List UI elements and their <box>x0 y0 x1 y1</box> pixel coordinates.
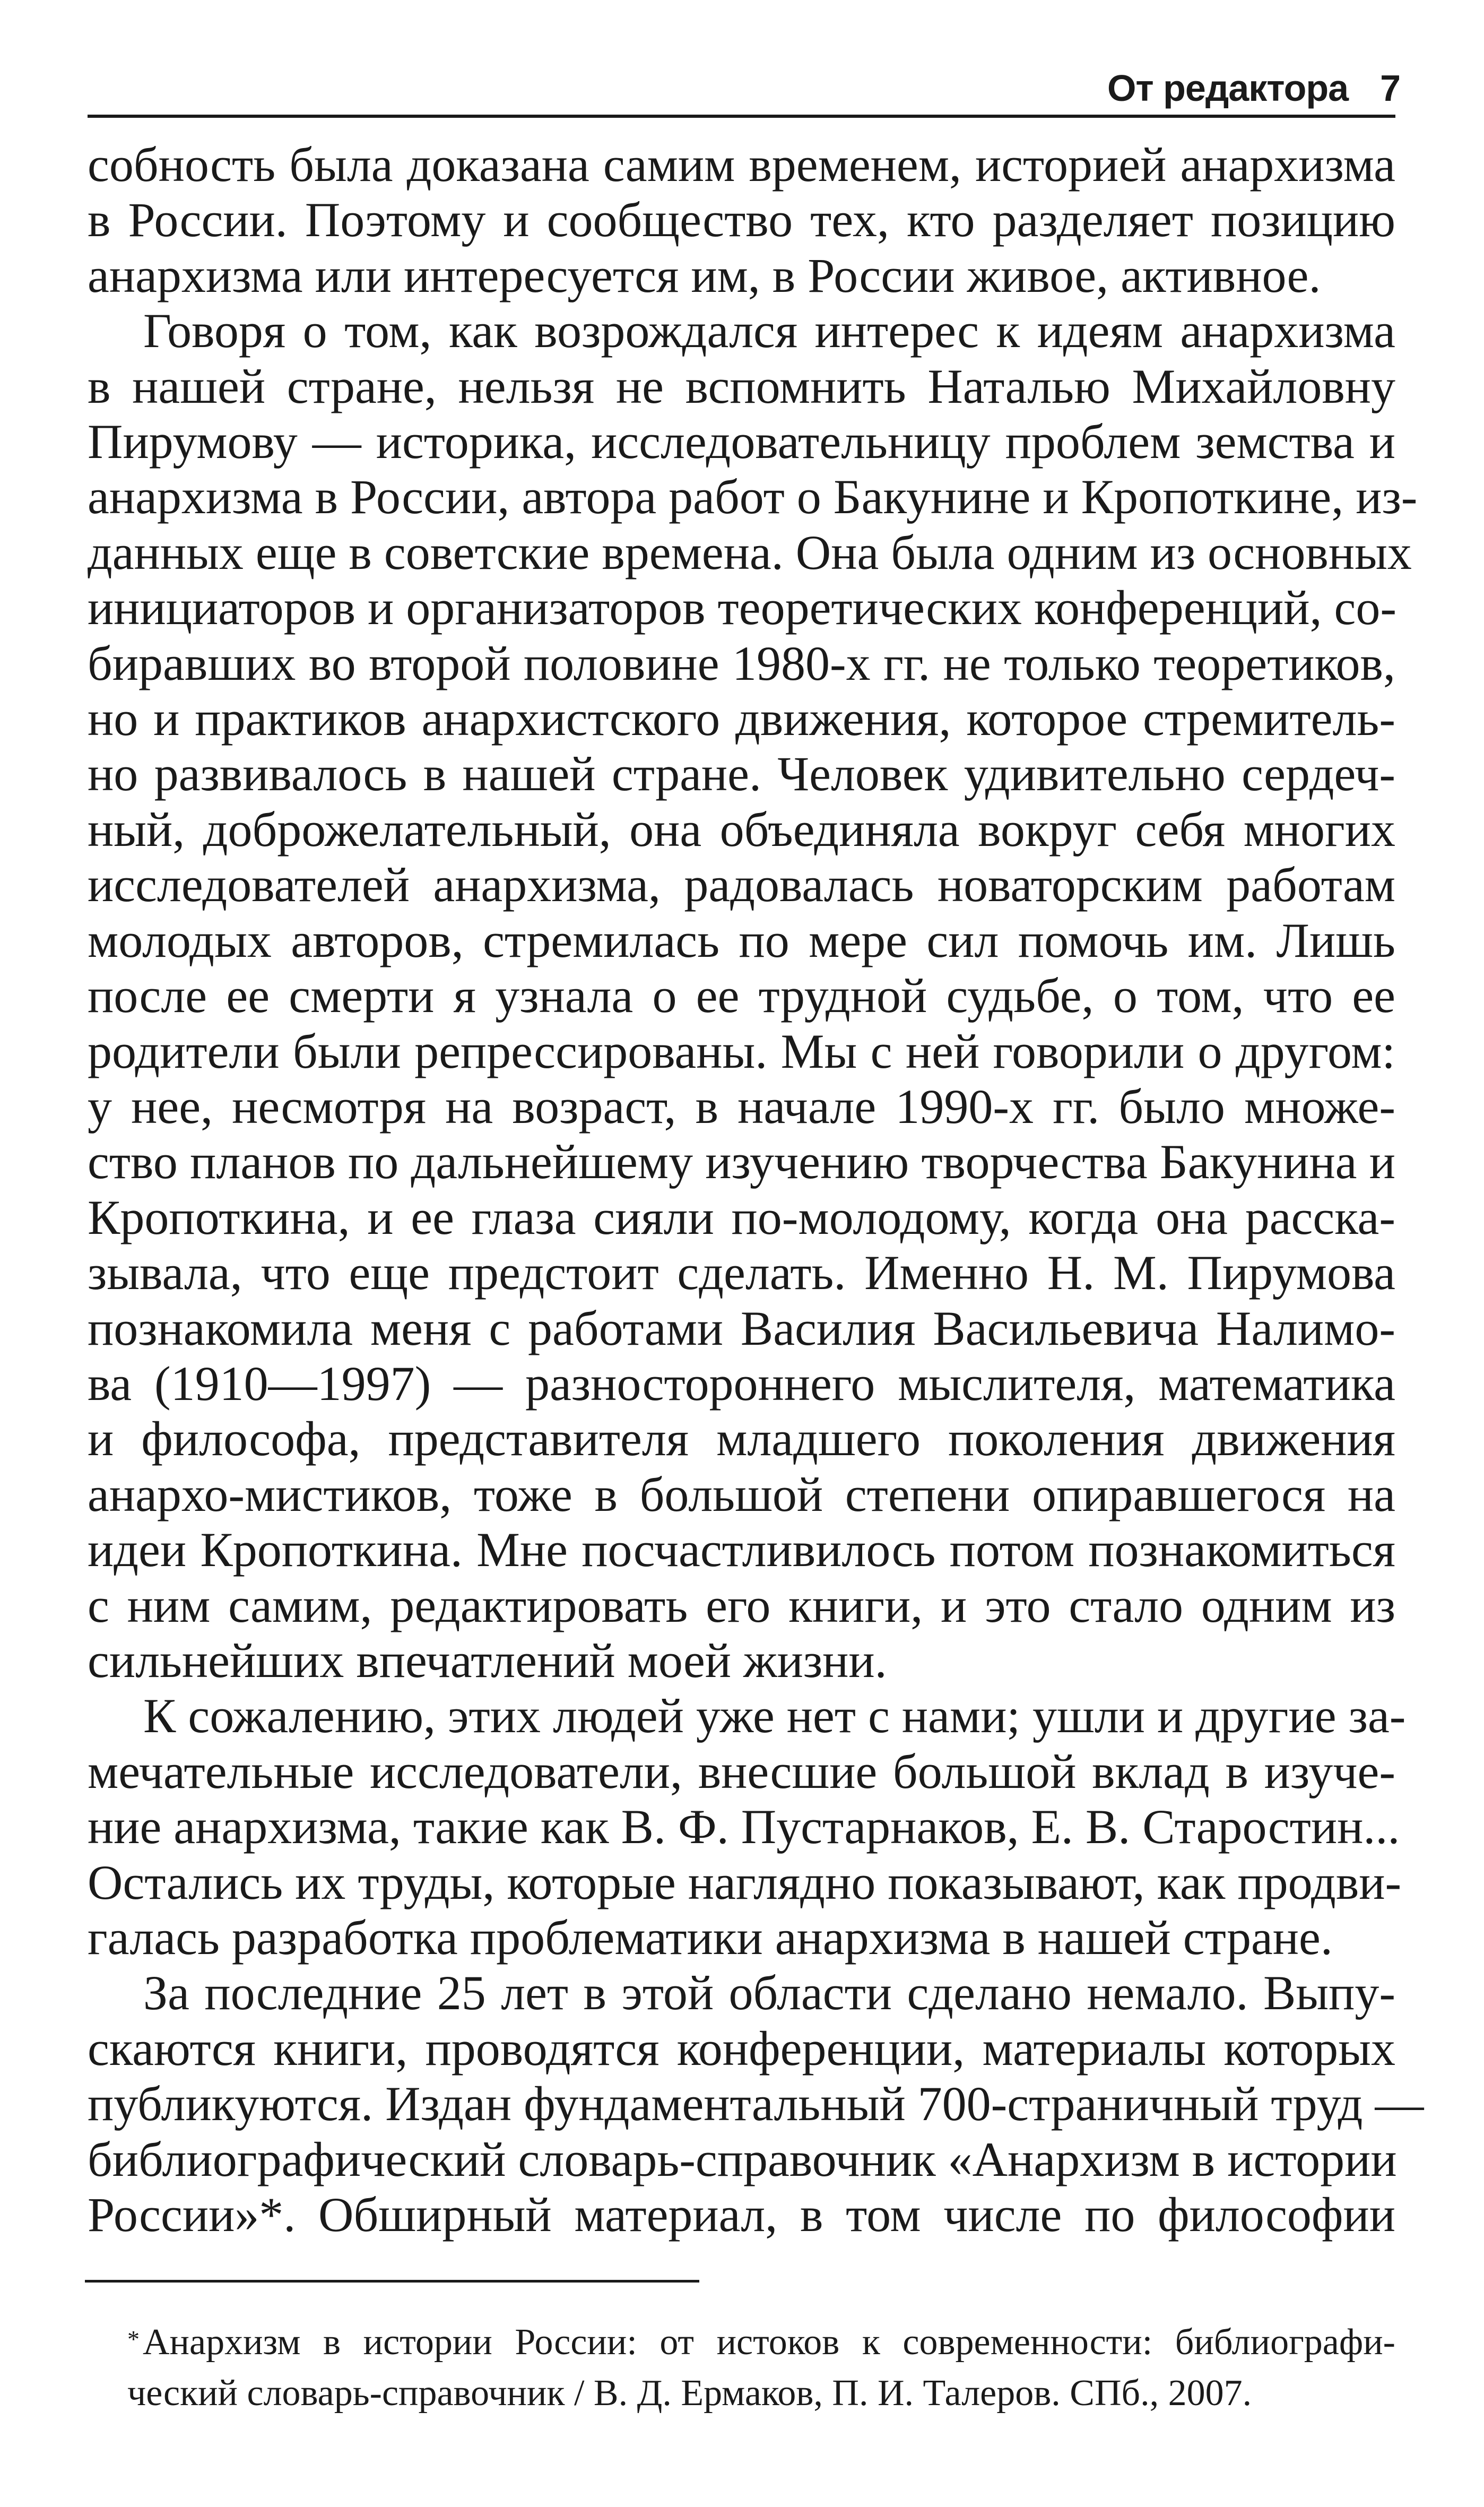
text-line: собность была доказана самим временем, историей анархизма <box>88 137 1395 192</box>
header-rule <box>88 115 1395 118</box>
page-number: 7 <box>1380 67 1400 109</box>
text-line: инициаторов и организаторов теоретических конференций, со- <box>88 581 1396 635</box>
text-line: ва (1910—1997) — разностороннего мыслителя, математика <box>88 1356 1395 1411</box>
text-line: мечательные исследователи, внесшие большой вклад в изуче- <box>88 1744 1395 1799</box>
footnote-rule <box>85 2280 699 2283</box>
text-line: ный, доброжелательный, она объединяла вокруг себя многих <box>88 802 1395 857</box>
text-line: но развивалось в нашей стране. Человек удивительно сердеч- <box>88 747 1395 801</box>
text-line: скаются книги, проводятся конференции, материалы которых <box>88 2021 1395 2076</box>
text-line: галась разработка проблематики анархизма в нашей стране. <box>88 1910 1333 1965</box>
text-line: родители были репрессированы. Мы с ней говорили о другом: <box>88 1024 1395 1078</box>
text-line: в нашей стране, нельзя не вспомнить Наталью Михайловну <box>88 359 1395 413</box>
paragraph <box>88 303 1418 1688</box>
text-line: зывала, что еще предстоит сделать. Именно Н. М. Пирумова <box>88 1246 1395 1300</box>
footnote-line: ческий словарь-справочник / В. Д. Ермаков, П. И. Талеров. СПб., 2007. <box>127 2373 1252 2414</box>
text-line: идеи Кропоткина. Мне посчастливилось потом познакомиться <box>88 1523 1395 1577</box>
footnote <box>127 2317 1395 2419</box>
paragraph <box>88 1688 1406 1965</box>
text-line: после ее смерти я узнала о ее трудной судьбе, о том, что ее <box>88 969 1395 1023</box>
text-line: Говоря о том, как возрождался интерес к идеям анархизма <box>143 304 1395 358</box>
text-line: За последние 25 лет в этой области сделано немало. Выпу- <box>143 1966 1395 2020</box>
text-line: Остались их труды, которые наглядно показывают, как продви- <box>88 1855 1402 1909</box>
text-line: данных еще в советские времена. Она была одним из основных <box>88 525 1412 580</box>
text-line: публикуются. Издан фундаментальный 700-страничный труд — <box>88 2077 1424 2131</box>
text-line: с ним самим, редактировать его книги, и это стало одним из <box>88 1578 1395 1632</box>
text-line: анархизма или интересуется им, в России живое, активное. <box>88 248 1321 302</box>
text-line: ние анархизма, такие как В. Ф. Пустарнаков, Е. В. Старостин... <box>88 1800 1400 1854</box>
text-line: молодых авторов, стремилась по мере сил помочь им. Лишь <box>88 913 1395 967</box>
text-line: исследователей анархизма, радовалась новаторским работам <box>88 858 1395 912</box>
running-head <box>1107 67 1400 109</box>
text-line: познакомила меня с работами Василия Васильевича Налимо- <box>88 1301 1395 1355</box>
text-line: России»*. Обширный материал, в том числе по философии <box>88 2188 1395 2242</box>
paragraph <box>88 137 1395 303</box>
text-line: К сожалению, этих людей уже нет с нами; ушли и другие за- <box>143 1689 1406 1743</box>
text-line: анархизма в России, автора работ о Бакунине и Кропоткине, из- <box>88 470 1418 524</box>
text-line: Пирумову — историка, исследовательницу проблем земства и <box>88 414 1395 469</box>
text-line: но и практиков анархистского движения, которое стремитель- <box>88 691 1395 746</box>
text-line: анархо-мистиков, тоже в большой степени опиравшегося на <box>88 1467 1395 1522</box>
text-line: в России. Поэтому и сообщество тех, кто разделяет позицию <box>88 193 1395 247</box>
text-line: ство планов по дальнейшему изучению творчества Бакунина и <box>88 1135 1395 1189</box>
text-line: библиографический словарь-справочник «Анархизм в истории <box>88 2132 1397 2186</box>
running-head-title: От редактора <box>1107 67 1349 109</box>
text-line: биравших во второй половине 1980-х гг. не только теоретиков, <box>88 636 1395 690</box>
text-line: Кропоткина, и ее глаза сияли по-молодому, когда она расска- <box>88 1190 1395 1244</box>
body-text <box>88 137 1424 2242</box>
paragraph <box>88 1965 1424 2242</box>
text-line: и философа, представителя младшего поколения движения <box>88 1412 1395 1466</box>
text-line: у нее, несмотря на возраст, в начале 1990-х гг. было множе- <box>88 1079 1395 1134</box>
footnote-marker: * <box>127 2326 140 2353</box>
footnote-line <box>127 2317 1395 2368</box>
footnote-text: Анархизм в истории России: от истоков к современности: библиографи- <box>143 2322 1395 2363</box>
text-line: сильнейших впечатлений моей жизни. <box>88 1633 887 1688</box>
